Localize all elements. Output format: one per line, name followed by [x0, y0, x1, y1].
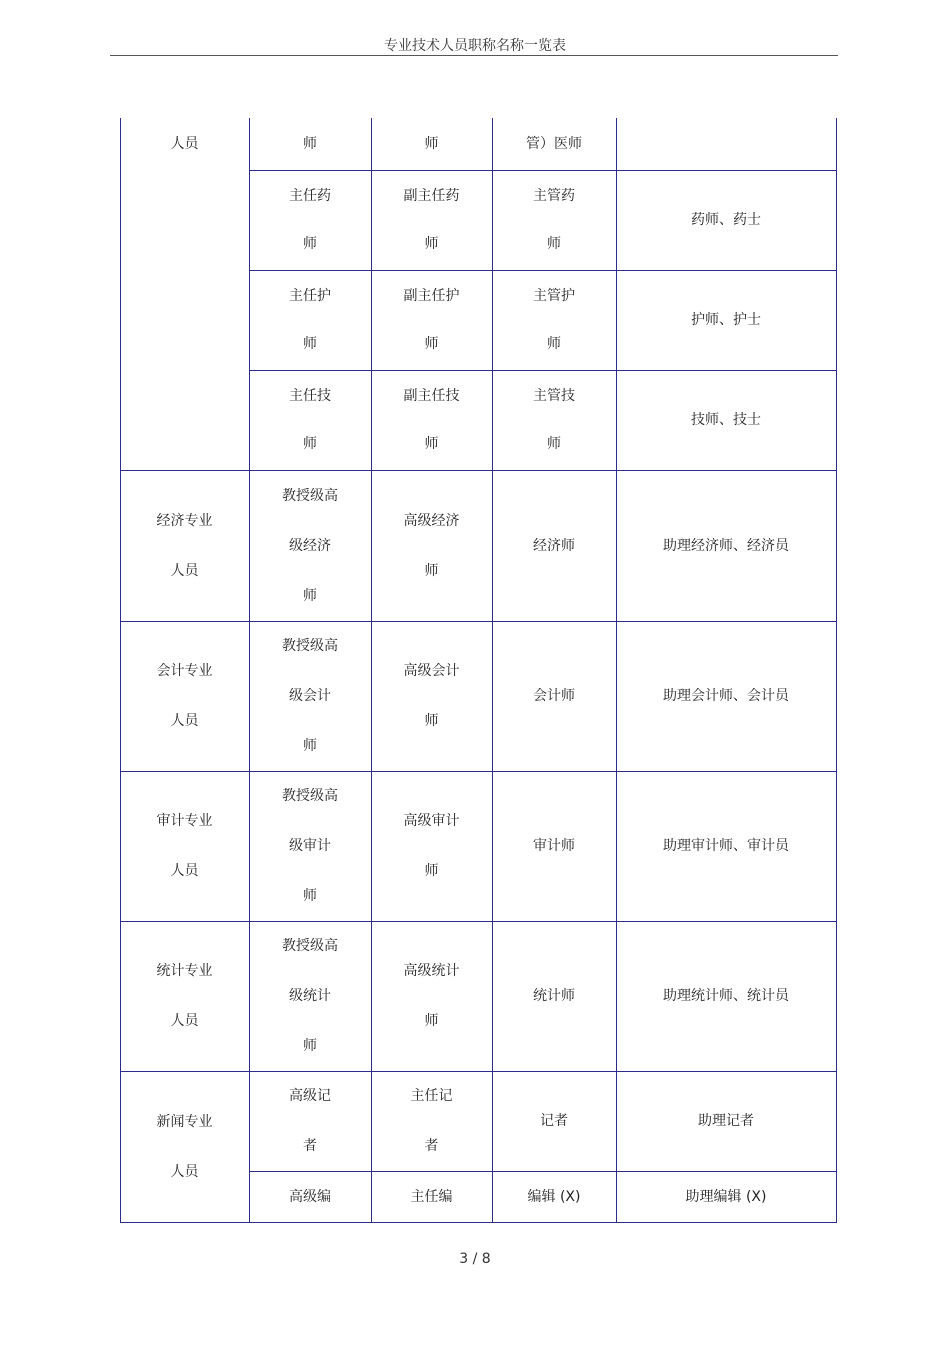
cell-text-line: 统计师: [533, 988, 575, 1004]
cell-text-line: 人员: [170, 1163, 199, 1180]
cell-text-line: 审计专业: [156, 813, 213, 829]
table-cell: [120, 1071, 249, 1222]
cell-text-line: 师: [303, 136, 317, 152]
table-cell: [249, 370, 371, 470]
table-border-bottom: [120, 1222, 837, 1223]
table-cell: [371, 621, 492, 771]
table-cell: [249, 118, 371, 170]
cell-text-line: 教授级高: [282, 638, 338, 654]
cell-text-line: 师: [547, 436, 561, 452]
table-cell: [616, 921, 836, 1071]
table-cell: [120, 921, 249, 1071]
cell-text-line: 审计师: [533, 838, 575, 854]
cell-text-line: 副主任护: [403, 288, 460, 304]
cell-text-line: 高级编: [289, 1188, 331, 1205]
cell-text-line: 助理统计师、统计员: [663, 988, 789, 1004]
table-cell: [120, 771, 249, 921]
cell-text-line: 师: [424, 136, 439, 152]
cell-text-line: 师: [424, 713, 439, 729]
table-cell: [120, 470, 249, 621]
cell-text-line: 管）医师: [526, 136, 582, 152]
table-cell: [371, 921, 492, 1071]
cell-text-line: 高级记: [289, 1088, 331, 1104]
table-cell: [120, 621, 249, 771]
cell-text-line: 记者: [540, 1113, 568, 1129]
cell-text-line: 师: [303, 1038, 317, 1054]
cell-text-line: 级经济: [289, 537, 331, 554]
cell-text-line: 级审计: [289, 838, 331, 854]
table-cell: [371, 1071, 492, 1171]
cell-text-line: 技师、技士: [691, 412, 761, 428]
table-cell: [371, 270, 492, 370]
table-cell: [249, 621, 371, 771]
table-cell: [616, 1071, 836, 1171]
cell-text-line: 统计专业: [156, 963, 213, 979]
cell-text-line: 副主任药: [403, 188, 460, 204]
table-cell: [492, 370, 616, 470]
table-cell: [371, 771, 492, 921]
table-cell: [371, 470, 492, 621]
table-cell: [616, 470, 836, 621]
cell-text-line: 师: [424, 562, 439, 579]
cell-text-line: 级会计: [289, 688, 331, 704]
cell-text-line: 级统计: [289, 988, 331, 1004]
cell-text-line: 主任护: [289, 288, 331, 304]
cell-text-line: 编辑 (X): [527, 1188, 581, 1205]
cell-text-line: 主管药: [533, 188, 575, 204]
cell-text-line: 教授级高: [282, 788, 338, 804]
cell-text-line: 师: [424, 1013, 439, 1029]
cell-text-line: 会计专业: [156, 663, 213, 679]
table-cell: [371, 1171, 492, 1222]
cell-text-line: 高级审计: [403, 813, 460, 829]
cell-text-line: 经济专业: [156, 512, 213, 529]
table-cell: [616, 1171, 836, 1222]
table-cell: [249, 270, 371, 370]
cell-text-line: 主任记: [410, 1088, 453, 1104]
cell-text-line: 主任技: [289, 388, 331, 404]
cell-text-line: 助理审计师、审计员: [663, 838, 789, 854]
cell-text-line: 主任药: [289, 188, 331, 204]
cell-text-line: 经济师: [533, 537, 575, 554]
cell-text-line: 助理记者: [698, 1113, 754, 1129]
cell-text-line: 助理会计师、会计员: [663, 688, 789, 704]
cell-text-line: 高级统计: [403, 963, 460, 979]
cell-text-line: 人员: [170, 1013, 199, 1029]
table-cell: [616, 170, 836, 270]
cell-text-line: 教授级高: [282, 938, 338, 954]
page-header-title: 专业技术人员职称名称一览表: [384, 38, 566, 54]
cell-text-line: 护师、护士: [691, 312, 761, 328]
table-cell: [492, 470, 616, 621]
table-cell: [492, 118, 616, 170]
table-cell: [616, 270, 836, 370]
table-cell: [249, 1071, 371, 1171]
cell-text-line: 主管技: [533, 388, 575, 404]
cell-text-line: 师: [303, 336, 317, 352]
cell-text-line: 者: [424, 1138, 439, 1154]
table-cell: [371, 170, 492, 270]
cell-text-line: 主管护: [533, 288, 575, 304]
cell-text-line: 师: [424, 863, 439, 879]
table-cell: [249, 771, 371, 921]
cell-text-line: 副主任技: [403, 388, 460, 404]
table-cell: [492, 1171, 616, 1222]
table-cell: [249, 170, 371, 270]
table-cell: [616, 771, 836, 921]
table-cell: [492, 621, 616, 771]
cell-text-line: 高级经济: [403, 512, 460, 529]
table-cell: [492, 170, 616, 270]
cell-text-line: 师: [424, 236, 439, 252]
cell-text-line: 师: [303, 738, 317, 754]
table-cell: [249, 470, 371, 621]
cell-text-line: 高级会计: [403, 663, 460, 679]
cell-text-line: 人员: [170, 863, 199, 879]
page-number: 3 / 8: [459, 1251, 491, 1267]
cell-text-line: 人员: [170, 136, 199, 152]
cell-text-line: 师: [303, 236, 317, 252]
cell-text-line: 新闻专业: [156, 1113, 213, 1130]
cell-text-line: 助理经济师、经济员: [663, 537, 789, 554]
cell-text-line: 师: [303, 888, 317, 904]
table-cell: [616, 118, 836, 170]
cell-text-line: 师: [547, 236, 561, 252]
cell-text-line: 人员: [170, 713, 199, 729]
cell-text-line: 人员: [170, 562, 199, 579]
cell-text-line: 者: [303, 1138, 317, 1154]
table-cell: [249, 921, 371, 1071]
cell-text-line: 主任编: [410, 1188, 453, 1205]
cell-text-line: 师: [424, 336, 439, 352]
table-cell: [249, 1171, 371, 1222]
table-cell: [492, 921, 616, 1071]
cell-text-line: 师: [547, 336, 561, 352]
cell-text-line: 师: [303, 587, 317, 604]
table-border-right: [836, 118, 837, 1222]
cell-text-line: 药师、药士: [691, 212, 761, 228]
cell-text-line: 助理编辑 (X): [685, 1188, 767, 1205]
cell-text-line: 师: [303, 436, 317, 452]
table-cell: [492, 1071, 616, 1171]
table-cell: [371, 118, 492, 170]
cell-text-line: 会计师: [533, 688, 575, 704]
table-cell: [616, 370, 836, 470]
table-cell: [120, 118, 249, 170]
table-cell: [616, 621, 836, 771]
cell-text-line: 师: [424, 436, 439, 452]
table-cell: [371, 370, 492, 470]
table-cell: [492, 270, 616, 370]
table-cell: [492, 771, 616, 921]
cell-text-line: 教授级高: [282, 487, 338, 504]
